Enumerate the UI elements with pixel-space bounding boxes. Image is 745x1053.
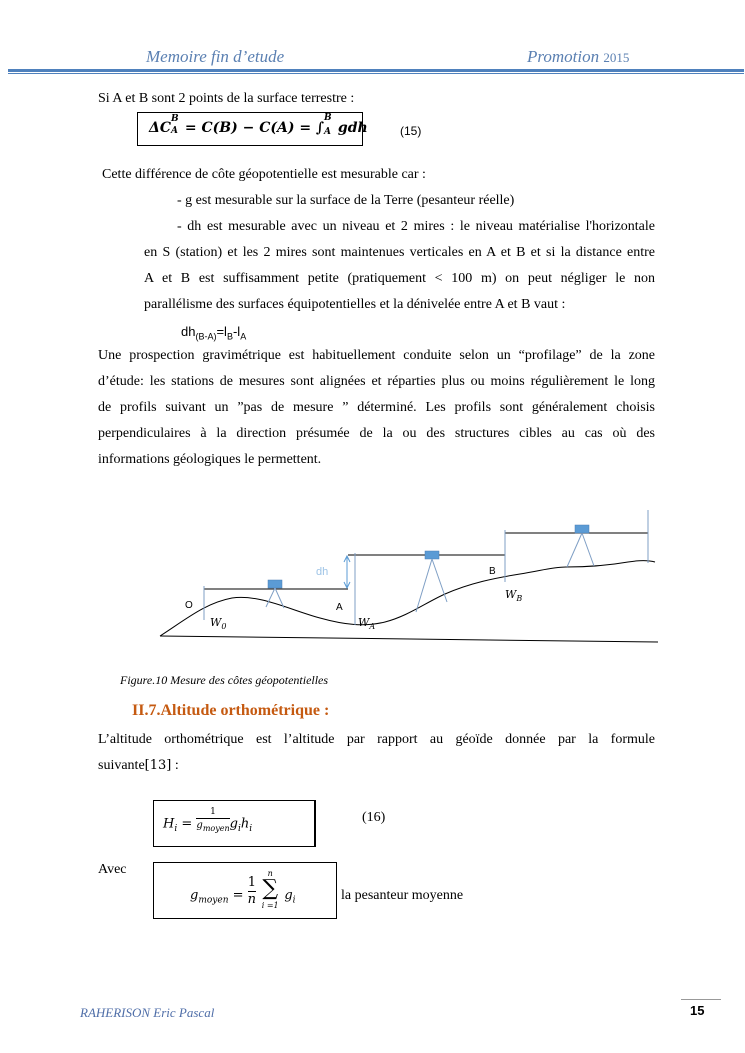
eq15-int-sup: B (324, 113, 332, 123)
equation-gmoyen-box (153, 862, 337, 919)
gmoy-num: 1 (247, 875, 256, 890)
avec-text: Avec (98, 862, 127, 877)
geopotential-figure (0, 495, 745, 655)
bullet-dh-line1: - dh est mesurable avec un niveau et 2 mires : le niveau matérialise l'horizontale (177, 219, 655, 234)
level-instrument-2 (425, 551, 439, 559)
equation-gmoyen (190, 869, 296, 911)
prospection-paragraph (98, 343, 655, 473)
footer-author: RAHERISON Eric Pascal (80, 1005, 215, 1020)
label-W0 (210, 616, 226, 631)
ortho-line2 (98, 753, 655, 779)
equation-15-box (137, 112, 368, 146)
label-WA-sub: A (369, 622, 376, 631)
gmoy-sum-sign: ∑ (262, 876, 279, 901)
dh-sub1: (B-A) (195, 331, 217, 342)
label-B: B (489, 566, 496, 577)
footer-rule (681, 999, 721, 1000)
label-WB-sub: B (516, 594, 523, 603)
equation-16-number: (16) (362, 810, 386, 825)
dh-minus: -l (232, 324, 241, 339)
label-O: O (185, 600, 193, 611)
gmoy-lhs-sub: moyen (198, 895, 229, 906)
paragraph-line2: d’étude: les stations de mesures sont alignées et réparties plus ou moins régulièrement le long (98, 374, 655, 389)
equation-16-box (153, 800, 316, 847)
page-number: 15 (690, 1003, 705, 1018)
eq16-fraction (196, 807, 229, 835)
gmoy-tail: g (284, 888, 293, 903)
gmoy-sum-bot: i =1 (261, 901, 279, 910)
baseline (160, 636, 658, 642)
label-WB-base: W (505, 588, 517, 601)
tripod-3 (567, 533, 594, 567)
ortho-ref: [13] (144, 758, 172, 773)
intro-text: Si A et B sont 2 points de la surface terrestre : (98, 91, 355, 106)
dh-sub2: B (226, 331, 233, 342)
ortho-suivante: suivante (98, 758, 145, 773)
paragraph-line5: informations géologiques le permettent. (98, 452, 322, 467)
ortho-paragraph (98, 727, 655, 779)
eq16-den-sub: moyen (202, 824, 230, 833)
gmoy-sum (260, 869, 280, 911)
eq15-sub: A (171, 126, 178, 136)
bullet-dh (144, 214, 655, 318)
gmoy-eq: = (228, 888, 248, 903)
label-dh: dh (316, 566, 329, 578)
header-year: 2015 (603, 50, 630, 65)
difference-text: Cette différence de côte géopotentielle est mesurable car : (102, 167, 426, 182)
paragraph-line4: perpendiculaires à la direction présumée de la ou des structures cibles au cas où des (98, 426, 655, 441)
eq16-den: g (196, 820, 203, 831)
ortho-line1: L’altitude orthométrique est l’altitude par rapport au géoïde donnée par la formule (98, 732, 655, 747)
header-promotion (527, 47, 629, 67)
eq15-rhs: = C(B) − C(A) = ∫ (180, 120, 325, 136)
gmoy-lhs-wrap (190, 888, 248, 906)
dh-eq: =l (216, 324, 227, 339)
label-W0-base: W (210, 616, 222, 629)
equation-16 (163, 807, 253, 838)
level-instrument-3 (575, 525, 589, 533)
gmoy-tail-sub: i (292, 895, 296, 906)
gmoy-lhs: g (190, 888, 199, 903)
eq15-sup: B (171, 114, 179, 124)
label-WA (358, 616, 375, 631)
gmoy-den: n (247, 892, 257, 907)
level-instrument-1 (268, 580, 282, 588)
dh-base: dh (181, 324, 196, 339)
gmoyen-label: la pesanteur moyenne (341, 888, 464, 903)
header-title: Memoire fin d’etude (146, 47, 285, 66)
header-promotion-label: Promotion (527, 47, 600, 66)
eq15-delta: ΔC (149, 120, 172, 136)
equation-15 (149, 113, 368, 137)
section-title: II.7.Altitude orthométrique : (132, 702, 330, 719)
paragraph-line1: Une prospection gravimétrique est habituellement conduite selon un “profilage” de la zone (98, 348, 655, 363)
ortho-colon: : (171, 758, 179, 773)
gmoy-tail-wrap (284, 888, 296, 906)
eq16-tail2: h (240, 816, 250, 832)
gmoy-sum-top: n (267, 869, 273, 878)
figure-caption: Figure.10 Mesure des côtes géopotentielles (120, 673, 329, 687)
bullet-g: - g est mesurable sur la surface de la Terre (pesanteur réelle) (177, 193, 515, 208)
terrain-curve (160, 561, 655, 637)
eq16-tail-sub: i (237, 824, 241, 835)
gmoy-fraction (248, 875, 256, 908)
bullet-dh-line4: parallélisme des surfaces équipotentielles et la dénivelée entre A et B vaut : (144, 297, 566, 312)
label-WA-base: W (358, 616, 370, 629)
label-W0-sub: 0 (221, 622, 227, 631)
eq16-tail: g (229, 816, 238, 832)
eq16-num: 1 (196, 807, 229, 819)
tripod-2 (416, 559, 447, 612)
eq16-tail2-sub: i (249, 824, 253, 835)
label-A: A (336, 602, 343, 613)
bullet-dh-line3: A et B est suffisamment petite (pratiquement < 100 m) on peut négliger le non (144, 271, 655, 286)
equation-15-number: (15) (400, 124, 422, 138)
eq15-tail: gdh (333, 120, 368, 136)
paragraph-line3: de profils suivant un ”pas de mesure ” déterminé. Les profils sont généralement choisis (98, 400, 655, 415)
eq15-int-sub: A (324, 127, 332, 137)
label-WB (505, 588, 522, 603)
eq16-lhs: H (163, 816, 175, 832)
bullet-dh-line2: en S (station) et les 2 mires sont maintenues verticales en A et B et si la distance entre (144, 245, 655, 260)
header-rule-thin (8, 73, 744, 74)
dh-sub3: A (240, 331, 247, 342)
eq16-lhs-sub: i (174, 824, 178, 835)
header-rule (8, 69, 744, 72)
eq16-eq: = (177, 816, 197, 832)
